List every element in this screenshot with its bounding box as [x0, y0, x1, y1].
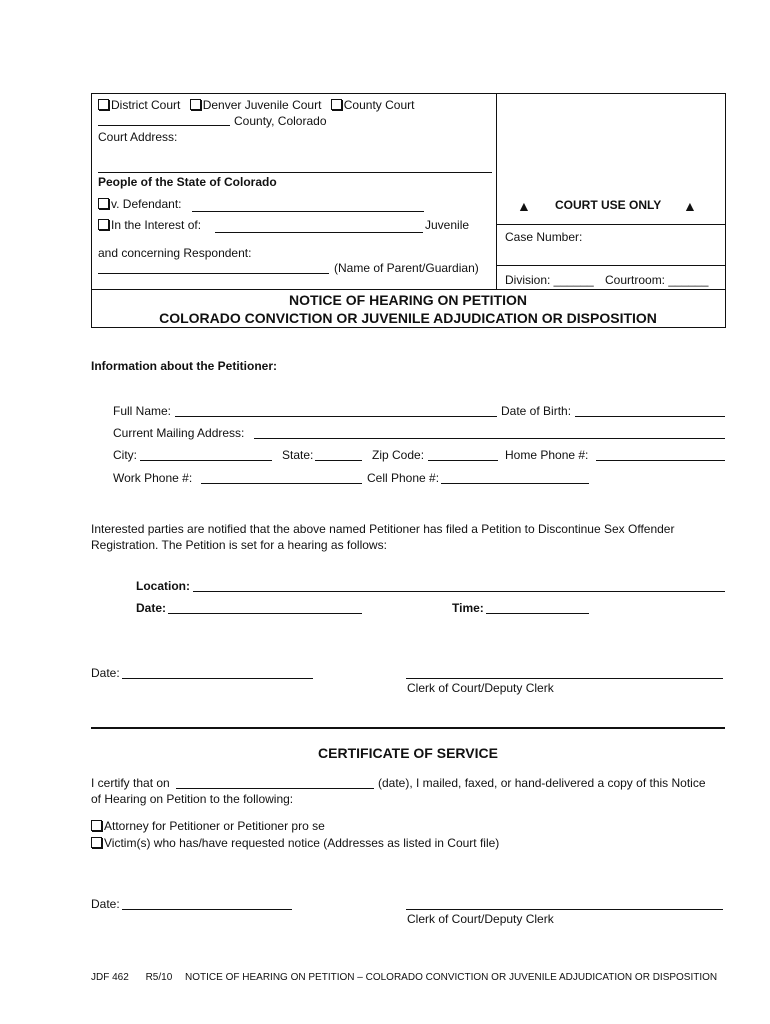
caption-divider-horizontal: [91, 289, 725, 290]
clerk-label: Clerk of Court/Deputy Clerk: [407, 681, 554, 695]
interest-row: [98, 218, 201, 232]
form-title-line2: COLORADO CONVICTION OR JUVENILE ADJUDICATION OR DISPOSITION: [159, 310, 657, 326]
checkbox-icon[interactable]: [91, 820, 102, 831]
caption-divider-vertical: [496, 93, 497, 289]
certify-date-field[interactable]: [176, 788, 374, 789]
hearing-time-label: Time:: [452, 601, 484, 615]
hearing-date-field[interactable]: [168, 613, 362, 614]
city-field[interactable]: [140, 460, 272, 461]
interest-label: In the Interest of:: [111, 218, 202, 232]
checkbox-icon[interactable]: [91, 837, 102, 848]
attorney-option: Attorney for Petitioner or Petitioner pro se: [91, 819, 325, 833]
people-label: People of the State of Colorado: [98, 175, 277, 189]
checkbox-icon[interactable]: [331, 99, 342, 110]
home-phone-label: Home Phone #:: [505, 448, 589, 462]
certificate-date-label: Date:: [91, 897, 120, 911]
division-label: Division: ______: [505, 273, 594, 287]
footer: [91, 972, 717, 983]
defendant-label: v. Defendant:: [111, 197, 182, 211]
cell-phone-field[interactable]: [441, 483, 589, 484]
location-field[interactable]: [193, 591, 725, 592]
district-court-option[interactable]: District Court: [98, 98, 180, 112]
full-name-label: Full Name:: [113, 404, 172, 418]
court-address-label: Court Address:: [98, 130, 178, 144]
section-divider: [91, 727, 725, 729]
footer-form-id: JDF 462: [91, 972, 129, 983]
interest-field[interactable]: [215, 232, 423, 233]
sign-date-label: Date:: [91, 666, 120, 680]
form-title-line1: NOTICE OF HEARING ON PETITION: [288, 292, 527, 308]
work-phone-label: Work Phone #:: [113, 471, 193, 485]
hearing-time-field[interactable]: [486, 613, 589, 614]
petitioner-heading: Information about the Petitioner:: [91, 359, 277, 373]
notice-text-line2: Registration. The Petition is set for a hearing as follows:: [91, 538, 387, 552]
clerk-signature-field[interactable]: [406, 678, 723, 679]
sign-date-field[interactable]: [122, 678, 313, 679]
county-court-option[interactable]: County Court: [331, 98, 415, 112]
up-triangle-icon: ▲: [683, 198, 697, 214]
mailing-address-label: Current Mailing Address:: [113, 426, 245, 440]
defendant-field[interactable]: [192, 211, 424, 212]
home-phone-field[interactable]: [596, 460, 725, 461]
county-field[interactable]: [98, 125, 230, 126]
notice-text-line1: Interested parties are notified that the above named Petitioner has filed a Petition to Discontinue Sex Offender: [91, 522, 675, 536]
denver-juvenile-court-option[interactable]: Denver Juvenile Court: [190, 98, 322, 112]
case-number-label: Case Number:: [505, 230, 583, 244]
state-label: State:: [282, 448, 314, 462]
county-suffix: County, Colorado: [234, 114, 327, 128]
zip-field[interactable]: [428, 460, 498, 461]
court-use-divider-bottom: [496, 265, 725, 266]
courtroom-label: Courtroom: ______: [605, 273, 709, 287]
location-label: Location:: [136, 579, 190, 593]
dob-field[interactable]: [575, 416, 725, 417]
victim-option: Victim(s) who has/have requested notice (Addresses as listed in Court file): [91, 836, 499, 850]
up-triangle-icon: ▲: [517, 198, 531, 214]
respondent-label: and concerning Respondent:: [98, 246, 252, 260]
cell-phone-label: Cell Phone #:: [367, 471, 440, 485]
work-phone-field[interactable]: [201, 483, 362, 484]
court-options: [98, 98, 414, 112]
footer-revision: R5/10: [145, 972, 173, 983]
parent-field[interactable]: [98, 273, 329, 274]
checkbox-icon[interactable]: [98, 219, 109, 230]
certificate-clerk-label: Clerk of Court/Deputy Clerk: [407, 912, 554, 926]
defendant-row: [98, 197, 182, 211]
zip-label: Zip Code:: [372, 448, 425, 462]
party-separator-line: [98, 172, 492, 173]
checkbox-icon[interactable]: [190, 99, 201, 110]
checkbox-icon[interactable]: [98, 99, 109, 110]
full-name-field[interactable]: [175, 416, 497, 417]
certify-line2: of Hearing on Petition to the following:: [91, 792, 294, 806]
footer-title: NOTICE OF HEARING ON PETITION – COLORADO CONVICTION OR JUVENILE ADJUDICATION OR DISPOSITION: [185, 972, 718, 983]
dob-label: Date of Birth:: [501, 404, 572, 418]
court-use-only-label: COURT USE ONLY: [555, 198, 662, 212]
certificate-date-field[interactable]: [122, 909, 292, 910]
certify-suffix: (date), I mailed, faxed, or hand-delivered a copy of this Notice: [378, 776, 706, 790]
certificate-clerk-signature-field[interactable]: [406, 909, 723, 910]
state-field[interactable]: [315, 460, 362, 461]
checkbox-icon[interactable]: [98, 198, 109, 209]
certificate-heading: CERTIFICATE OF SERVICE: [318, 745, 498, 761]
certify-prefix: I certify that on: [91, 776, 170, 790]
juvenile-label: Juvenile: [425, 218, 470, 232]
parent-label: (Name of Parent/Guardian): [334, 261, 479, 275]
city-label: City:: [113, 448, 137, 462]
hearing-date-label: Date:: [136, 601, 167, 615]
court-use-divider-top: [496, 224, 725, 225]
mailing-address-field[interactable]: [254, 438, 725, 439]
